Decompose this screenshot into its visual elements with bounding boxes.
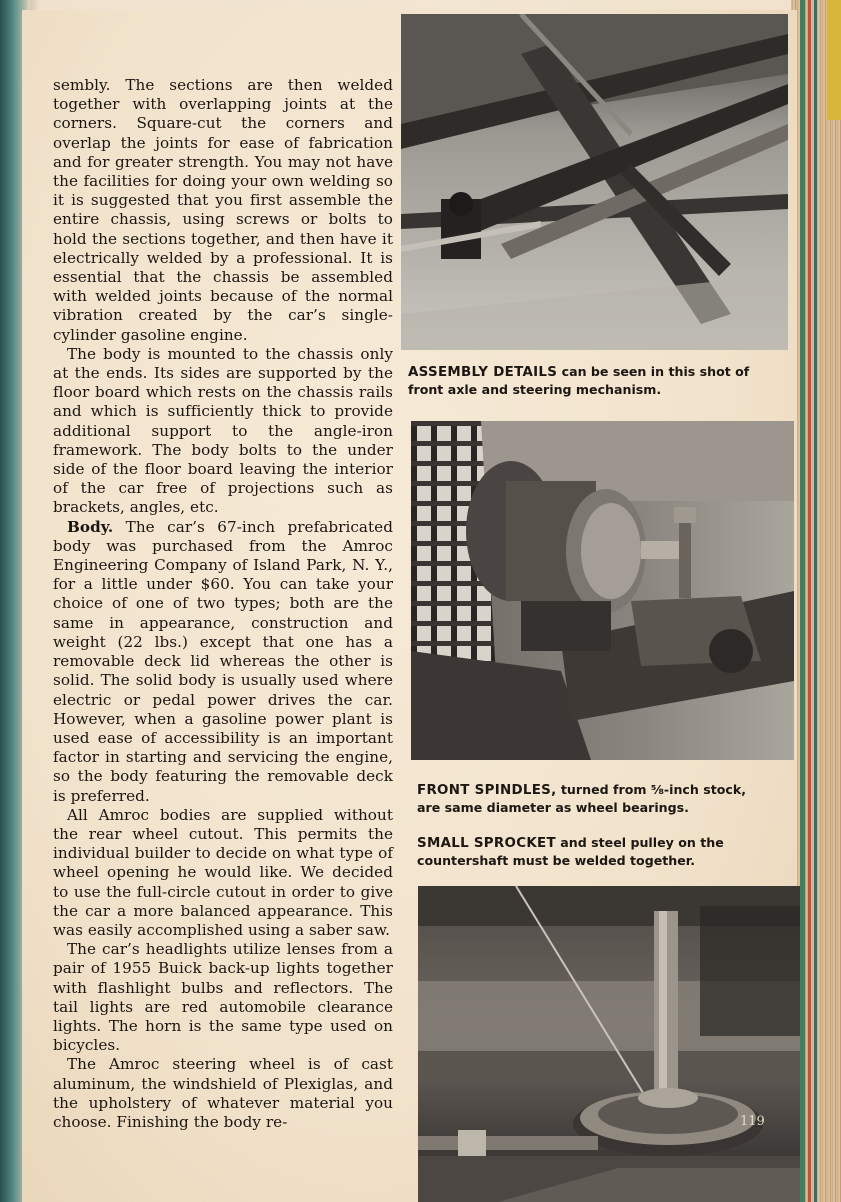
caption-lead: SMALL SPROCKET bbox=[417, 836, 556, 851]
photo-front-spindles bbox=[411, 421, 794, 760]
paragraph: The car’s headlights utilize lenses from a pair of 1955 Buick back-up lights together with flashlight bulbs and reflectors. The tail lights are red automobile clearance lights. The horn is the same type used on bicycles. bbox=[53, 940, 393, 1055]
page-number: 119 bbox=[740, 1114, 765, 1129]
page-edge-stripe bbox=[800, 0, 805, 1202]
page-edge-stripe bbox=[827, 0, 841, 120]
paragraph: All Amroc bodies are supplied without the rear wheel cutout. This permits the individual builder to decide on what type of wheel opening he would like. We decided to use the full-circle cutout in order to give the car a more balanced appearance. This was easily accomplished using a saber saw. bbox=[53, 805, 393, 939]
caption-text: turned from ⅝-inch stock, are same diameter as wheel bearings. bbox=[417, 782, 747, 815]
photo-caption bbox=[417, 834, 767, 869]
page-edge-stripe bbox=[814, 0, 817, 1202]
article-body bbox=[53, 76, 393, 1132]
photo-caption bbox=[408, 363, 753, 398]
paragraph: The body is mounted to the chassis only at the ends. Its sides are supported by the floor board which rests on the chassis rails and which is sufficiently thick to provide additional support to the angle-iron framework. The body bolts to the under side of the floor board leaving the interior of the car free of projections such as brackets, angles, etc. bbox=[53, 344, 393, 517]
photo-assembly-details bbox=[401, 14, 788, 350]
run-in-heading: Body. bbox=[67, 517, 114, 536]
paragraph: sembly. The sections are then welded together with overlapping joints at the corners. Square-cut the corners and overlap the joints for ease of fabrication and for greater strength. You may not have the facilities for doing your own welding so it is suggested that you first assemble the entire chassis, using screws or bolts to hold the sections together, and then have it electrically welded by a professional. It is essential that the chassis be assembled with welded joints because of the normal vibration created by the car’s single-cylinder gasoline engine. bbox=[53, 76, 393, 344]
caption-text: can be seen in this shot of front axle and steering mechanism. bbox=[408, 364, 750, 397]
page-edge-stripe bbox=[808, 0, 811, 1202]
paragraph-text: The car’s 67-inch prefabricated body was purchased from the Amroc Engineering Company of Island Park, N. Y., for a little under $60. You can take your choice of one of two types; both are the same in appearance, construction and weight (22 lbs.) except that one has a removable deck lid whereas the other is solid. The solid body is usually used where electric or pedal power drives the car. However, when a gasoline power plant is used ease of accessibility is an important factor in starting and servicing the engine, so the body featuring the removable deck is preferred. bbox=[53, 517, 393, 805]
photo-small-sprocket bbox=[418, 886, 800, 1202]
caption-text: and steel pulley on the countershaft must be welded together. bbox=[417, 835, 724, 868]
photo-caption bbox=[417, 781, 767, 816]
paragraph bbox=[53, 518, 393, 806]
caption-lead: FRONT SPINDLES, bbox=[417, 783, 557, 798]
paragraph: The Amroc steering wheel is of cast aluminum, the windshield of Plexiglas, and the upholstery of whatever material you choose. Finishing the body re- bbox=[53, 1055, 393, 1131]
caption-lead: ASSEMBLY DETAILS bbox=[408, 365, 558, 380]
